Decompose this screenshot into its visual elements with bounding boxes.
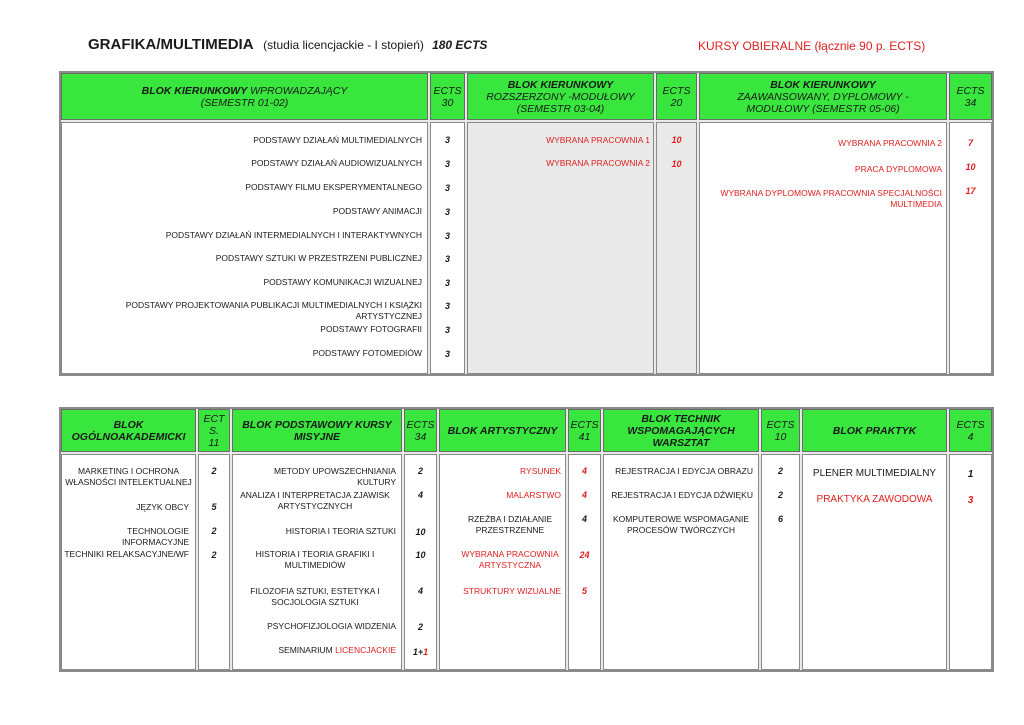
course-ects: 7 bbox=[967, 138, 973, 148]
course-ects: 2 bbox=[777, 490, 783, 500]
block-intro-header bbox=[61, 73, 428, 120]
course-name: STRUKTURY WIZUALNE bbox=[463, 586, 561, 596]
course-ects: 3 bbox=[444, 135, 450, 145]
course-ects: 24 bbox=[579, 550, 590, 560]
block-advanced-ects-header bbox=[949, 73, 992, 120]
course-name: PODSTAWY PROJEKTOWANIA PUBLIKACJI MULTIMEDIALNYCH I KSIĄŻKI ARTYSTYCZNEJ bbox=[125, 300, 422, 321]
ects-label: ECTS bbox=[956, 418, 985, 431]
block-techniques-ects-header bbox=[761, 409, 800, 452]
course-ects: 3 bbox=[444, 301, 450, 311]
block-advanced-body bbox=[699, 122, 947, 374]
course-ects: 1 bbox=[967, 469, 974, 480]
course-name-part2: LICENCJACKIE bbox=[335, 645, 396, 655]
course-name: PODSTAWY SZTUKI W PRZESTRZENI PUBLICZNEJ bbox=[215, 253, 422, 263]
course-ects bbox=[404, 647, 437, 657]
ects-label: ECTS bbox=[662, 84, 691, 97]
ects-value: 41 bbox=[578, 430, 591, 443]
block-intro-title-rest: WPROWADZAJĄCY bbox=[247, 84, 348, 97]
ects-label: ECT bbox=[203, 412, 225, 425]
course-name bbox=[605, 514, 757, 536]
course-ects: 3 bbox=[444, 325, 450, 335]
ects-label: ECTS bbox=[766, 418, 795, 431]
course-ects: 3 bbox=[444, 278, 450, 288]
elective-courses-note: KURSY OBIERALNE (łącznie 90 p. ECTS) bbox=[698, 39, 926, 53]
course-name: RYSUNEK bbox=[520, 466, 561, 476]
block-practice-ects-body bbox=[949, 454, 992, 670]
course-ects: 10 bbox=[671, 159, 682, 169]
course-name: PODSTAWY FOTOGRAFII bbox=[320, 324, 422, 334]
course-ects: 4 bbox=[581, 490, 587, 500]
block-techniques-body bbox=[603, 454, 759, 670]
ects-part2: 1 bbox=[423, 647, 429, 657]
course-name: MALARSTWO bbox=[506, 490, 561, 500]
course-name bbox=[234, 549, 396, 571]
block-advanced-title-bold: BLOK KIERUNKOWY bbox=[770, 78, 876, 91]
course-ects: 4 bbox=[581, 466, 587, 476]
ects-value: 30 bbox=[441, 96, 454, 109]
block-intro-title-bold: BLOK KIERUNKOWY bbox=[141, 84, 248, 97]
course-name: PODSTAWY DZIAŁAŃ MULTIMEDIALNYCH bbox=[253, 135, 422, 145]
block-practice-body bbox=[802, 454, 947, 670]
program-name: GRAFIKA/MULTIMEDIA bbox=[88, 36, 253, 53]
course-name bbox=[441, 549, 561, 571]
block-techniques-title2: WSPOMAGAJĄCYCH bbox=[627, 424, 735, 437]
course-name: REJESTRACJA I EDYCJA OBRAZU bbox=[615, 466, 753, 476]
block-mission-title1: BLOK PODSTAWOWY KURSY bbox=[242, 418, 392, 431]
course-ects: 10 bbox=[415, 527, 426, 537]
course-name-line2: PRZESTRZENNE bbox=[475, 525, 545, 535]
course-name: WYBRANA PRACOWNIA 2 bbox=[546, 158, 650, 168]
course-name-line1: KOMPUTEROWE WSPOMAGANIE bbox=[612, 514, 749, 524]
ects-label: ECTS bbox=[406, 418, 435, 431]
block-advanced-title-rest: ZAAWANSOWANY, DYPLOMOWY - bbox=[737, 90, 909, 103]
block-general-title1: BLOK bbox=[113, 418, 144, 431]
course-ects: 4 bbox=[417, 490, 423, 500]
block-extended-semester: (SEMESTR 03-04) bbox=[516, 102, 605, 115]
ects-label2: S. bbox=[209, 424, 219, 437]
ects-value: 34 bbox=[414, 430, 427, 443]
course-ects: 17 bbox=[965, 186, 976, 196]
program-level: (studia licencjackie - I stopień) bbox=[263, 38, 424, 52]
block-mission-title2: MISYJNE bbox=[293, 430, 341, 443]
ects-value: 34 bbox=[964, 96, 977, 109]
block-mission-header bbox=[232, 409, 402, 452]
block-practice-header bbox=[802, 409, 947, 452]
course-ects: 3 bbox=[444, 349, 450, 359]
page-title bbox=[88, 36, 487, 53]
block-mission-ects-body bbox=[404, 454, 437, 670]
block-artistic-ects-body bbox=[568, 454, 601, 670]
course-name bbox=[441, 514, 561, 536]
block-general-ects-header bbox=[198, 409, 230, 452]
course-name bbox=[234, 645, 396, 656]
course-name: JĘZYK OBCY bbox=[136, 502, 189, 512]
course-ects: 2 bbox=[211, 466, 217, 476]
course-ects: 2 bbox=[211, 550, 217, 560]
course-name: WYBRANA PRACOWNIA 2 bbox=[838, 138, 942, 148]
course-name bbox=[702, 188, 942, 210]
course-name bbox=[234, 490, 396, 512]
block-intro-ects-header bbox=[430, 73, 465, 120]
program-total-ects: 180 ECTS bbox=[432, 38, 488, 52]
block-advanced-ects-body bbox=[949, 122, 992, 374]
ects-value: 10 bbox=[774, 430, 787, 443]
course-ects: 2 bbox=[777, 466, 783, 476]
course-ects: 10 bbox=[965, 162, 976, 172]
course-name: PODSTAWY DZIAŁAŃ INTERMEDIALNYCH I INTERAKTYWNYCH bbox=[165, 230, 422, 240]
block-artistic-title1: BLOK ARTYSTYCZNY bbox=[447, 424, 558, 437]
block-advanced-header bbox=[699, 73, 947, 120]
block-intro-semester: (SEMESTR 01-02) bbox=[200, 96, 289, 109]
course-name: WYBRANA PRACOWNIA 1 bbox=[546, 135, 650, 145]
course-name-line2: MULTIMEDIA bbox=[890, 199, 942, 209]
block-advanced-semester: MODUŁOWY (SEMESTR 05-06) bbox=[746, 102, 900, 115]
course-name-line2: SOCJOLOGIA SZTUKI bbox=[271, 597, 359, 607]
course-ects: 6 bbox=[777, 514, 783, 524]
course-ects: 3 bbox=[444, 231, 450, 241]
block-practice-title1: BLOK PRAKTYK bbox=[832, 424, 917, 437]
course-name: PRAKTYKA ZAWODOWA bbox=[816, 494, 933, 505]
block-practice-ects-header bbox=[949, 409, 992, 452]
course-ects: 2 bbox=[417, 622, 423, 632]
course-ects: 3 bbox=[967, 495, 974, 506]
course-name-part1: SEMINARIUM bbox=[278, 645, 336, 655]
ects-label: ECTS bbox=[433, 84, 462, 97]
course-name: TECHNOLOGIE INFORMACYJNE bbox=[121, 526, 189, 547]
block-extended-header bbox=[467, 73, 654, 120]
course-ects: 4 bbox=[581, 514, 587, 524]
course-name-line2: MULTIMEDIÓW bbox=[284, 560, 346, 570]
course-ects: 3 bbox=[444, 159, 450, 169]
course-name: HISTORIA I TEORIA SZTUKI bbox=[285, 526, 396, 536]
course-name-line1: WYBRANA PRACOWNIA bbox=[461, 549, 559, 559]
course-name-line2: ARTYSTYCZNA bbox=[478, 560, 542, 570]
course-name: PODSTAWY ANIMACJI bbox=[332, 206, 422, 216]
course-name-line1: FILOZOFIA SZTUKI, ESTETYKA I bbox=[250, 586, 380, 596]
course-name bbox=[234, 586, 396, 608]
course-name: PODSTAWY DZIAŁAŃ AUDIOWIZUALNYCH bbox=[251, 158, 422, 168]
ects-value: 4 bbox=[967, 430, 974, 443]
block-techniques-title1: BLOK TECHNIK bbox=[641, 412, 721, 425]
course-name-line2: PROCESÓW TWÓRCZYCH bbox=[627, 525, 735, 535]
course-ects: 2 bbox=[417, 466, 423, 476]
course-name-line2: WŁASNOŚCI INTELEKTUALNEJ bbox=[65, 477, 192, 487]
block-extended-title-bold: BLOK KIERUNKOWY bbox=[507, 78, 614, 91]
course-name-line1: ANALIZA I INTERPRETACJA ZJAWISK bbox=[240, 490, 390, 500]
ects-part1: 1+ bbox=[412, 647, 424, 657]
ects-value: 20 bbox=[670, 96, 683, 109]
block-techniques-header bbox=[603, 409, 759, 452]
block-mission-ects-header bbox=[404, 409, 437, 452]
block-artistic-header bbox=[439, 409, 566, 452]
course-ects: 3 bbox=[444, 254, 450, 264]
course-ects: 3 bbox=[444, 207, 450, 217]
course-ects: 10 bbox=[671, 135, 682, 145]
block-general-title2: OGÓLNOAKADEMICKI bbox=[71, 430, 186, 443]
course-name: PODSTAWY KOMUNIKACJI WIZUALNEJ bbox=[263, 277, 422, 287]
course-name: METODY UPOWSZECHNIANIA KULTURY bbox=[273, 466, 396, 487]
course-name: TECHNIKI RELAKSACYJNE/WF bbox=[64, 549, 189, 559]
block-techniques-ects-body bbox=[761, 454, 800, 670]
course-name-line1: RZEŹBA I DZIAŁANIE bbox=[467, 514, 553, 524]
course-ects: 2 bbox=[211, 526, 217, 536]
course-name: PSYCHOFIZJOLOGIA WIDZENIA bbox=[267, 621, 396, 631]
block-techniques-title3: WARSZTAT bbox=[652, 436, 710, 449]
course-name: PODSTAWY FILMU EKSPERYMENTALNEGO bbox=[245, 182, 422, 192]
course-name-line2: ARTYSTYCZNYCH bbox=[277, 501, 353, 511]
course-ects: 4 bbox=[417, 586, 423, 596]
course-name: PODSTAWY FOTOMEDIÓW bbox=[312, 348, 422, 358]
course-ects: 5 bbox=[581, 586, 587, 596]
course-name-line1: MARKETING I OCHRONA bbox=[77, 466, 180, 476]
ects-label: ECTS bbox=[570, 418, 599, 431]
course-name: PRACA DYPLOMOWA bbox=[854, 164, 942, 174]
block-general-header bbox=[61, 409, 196, 452]
block-artistic-ects-header bbox=[568, 409, 601, 452]
block-general-ects-body bbox=[198, 454, 230, 670]
course-name-line1: WYBRANA DYPLOMOWA PRACOWNIA SPECJALNOŚCI bbox=[720, 188, 942, 198]
course-name: PLENER MULTIMEDIALNY bbox=[812, 468, 937, 479]
block-extended-title-rest: ROZSZERZONY -MODUŁOWY bbox=[486, 90, 635, 103]
course-ects: 10 bbox=[415, 550, 426, 560]
ects-value: 11 bbox=[208, 436, 220, 449]
course-ects: 3 bbox=[444, 183, 450, 193]
block-extended-ects-header bbox=[656, 73, 697, 120]
course-name: REJESTRACJA I EDYCJA DŹWIĘKU bbox=[611, 490, 753, 500]
ects-label: ECTS bbox=[956, 84, 985, 97]
course-name bbox=[62, 466, 195, 488]
course-ects: 5 bbox=[211, 502, 217, 512]
course-name-line1: HISTORIA I TEORIA GRAFIKI I bbox=[255, 549, 375, 559]
